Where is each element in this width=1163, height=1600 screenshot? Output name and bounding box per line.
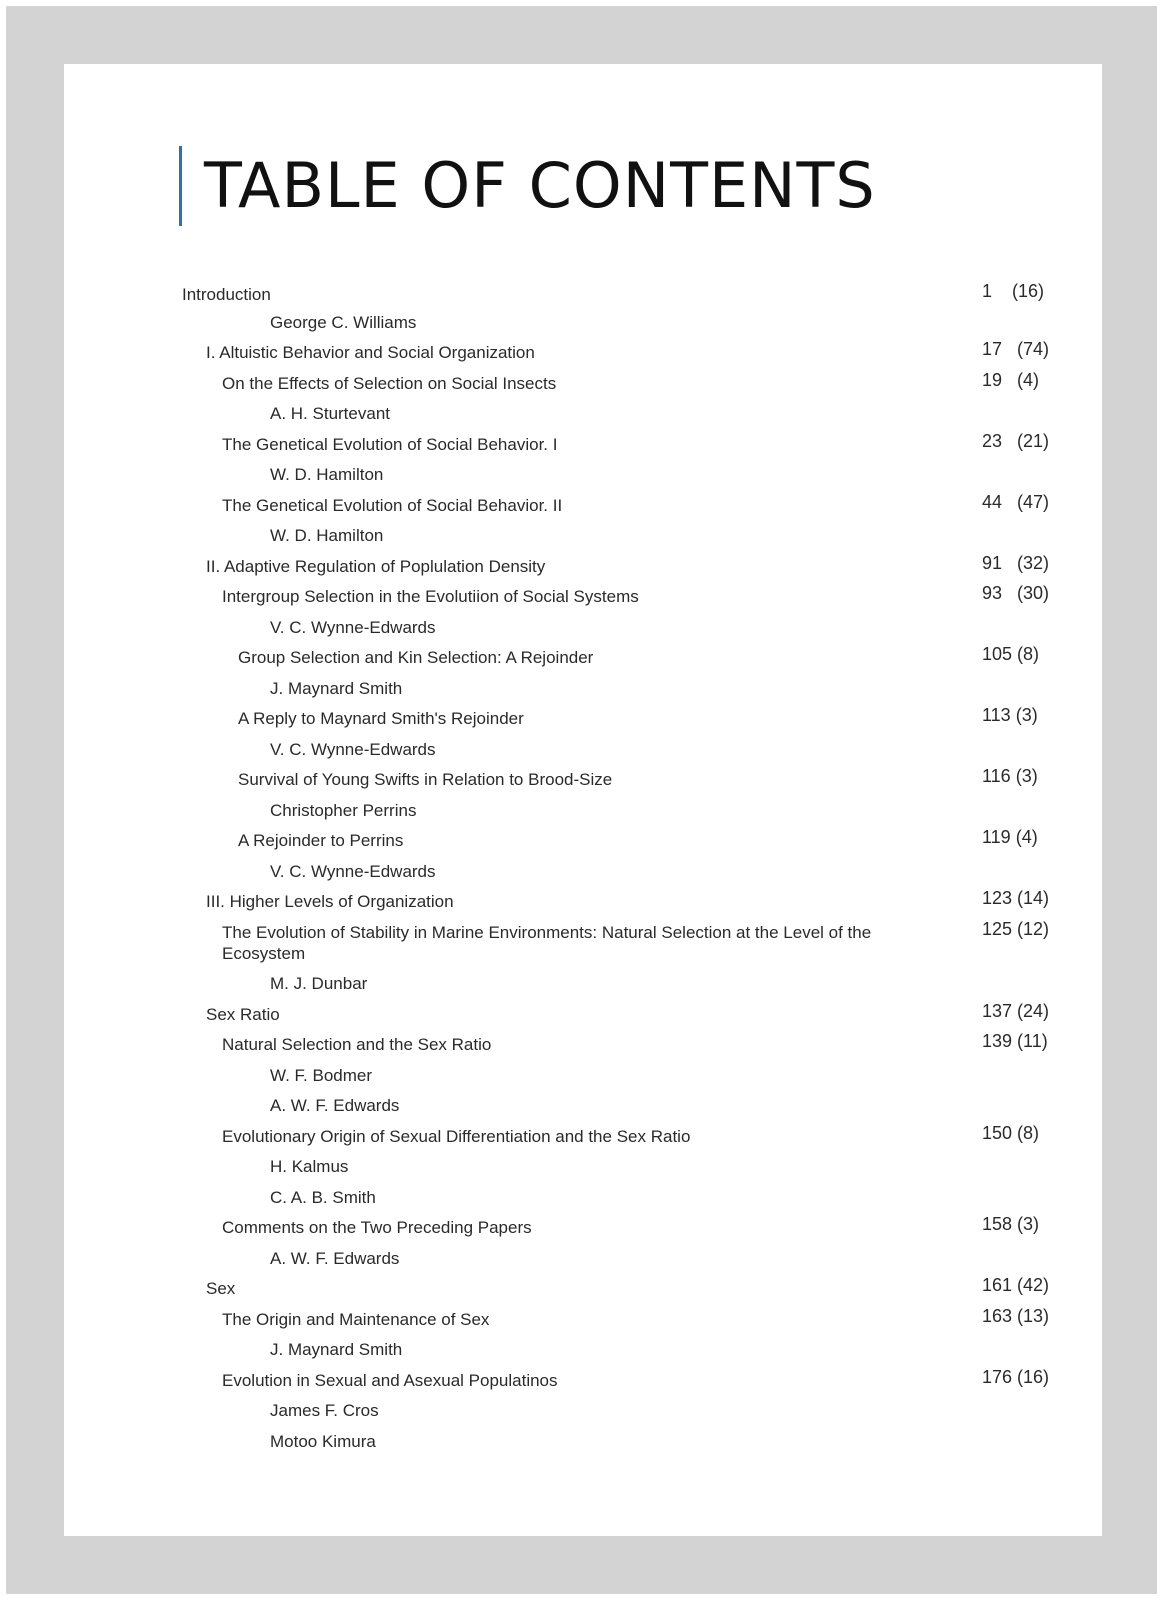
toc-page-numbers: 105 (8) <box>982 644 1040 664</box>
toc-entry-title: The Genetical Evolution of Social Behavior. I <box>222 435 558 454</box>
toc-entry-title: III. Higher Levels of Organization <box>206 892 454 911</box>
toc-author-name: V. C. Wynne-Edwards <box>270 862 436 881</box>
toc-author-name: J. Maynard Smith <box>270 679 403 698</box>
toc-author-name: W. D. Hamilton <box>270 526 384 545</box>
toc-page-numbers: 23 (21) <box>982 431 1050 451</box>
toc-entry-title: Intergroup Selection in the Evolutiion of Social Systems <box>222 587 639 606</box>
toc-author-name: J. Maynard Smith <box>270 1340 403 1359</box>
toc-page-numbers: 17 (74) <box>982 339 1050 359</box>
toc-author-name: Motoo Kimura <box>270 1432 376 1451</box>
toc-author-name: W. F. Bodmer <box>270 1066 373 1085</box>
toc-page-numbers: 158 (3) <box>982 1214 1040 1234</box>
toc-author-name: Christopher Perrins <box>270 801 417 820</box>
toc-entry-title: The Evolution of Stability in Marine Environments: Natural Selection at the Level of the Ecosystem <box>222 923 872 963</box>
toc-page-numbers: 19 (4) <box>982 370 1040 390</box>
toc-page-numbers: 113 (3) <box>982 705 1038 725</box>
toc-entry-title: Introduction <box>182 285 271 304</box>
toc-entry-title: Sex Ratio <box>206 1005 280 1024</box>
toc-entry-title: II. Adaptive Regulation of Poplulation Density <box>206 557 546 576</box>
toc-entry-title: A Reply to Maynard Smith's Rejoinder <box>238 709 524 728</box>
toc-page-numbers: 139 (11) <box>982 1031 1048 1051</box>
toc-author-name: A. H. Sturtevant <box>270 404 390 423</box>
toc-author-name: George C. Williams <box>270 313 417 332</box>
toc-page-numbers: 137 (24) <box>982 1001 1050 1021</box>
toc-author-name: V. C. Wynne-Edwards <box>270 618 436 637</box>
toc-entry-title: A Rejoinder to Perrins <box>238 831 404 850</box>
document-page <box>64 64 1102 1536</box>
toc-entry-title: Comments on the Two Preceding Papers <box>222 1218 532 1237</box>
toc-page-numbers: 123 (14) <box>982 888 1050 908</box>
toc-page-numbers: 91 (32) <box>982 553 1050 573</box>
toc-author-name: C. A. B. Smith <box>270 1188 376 1207</box>
toc-page-numbers: 116 (3) <box>982 766 1038 786</box>
toc-entry-title: The Origin and Maintenance of Sex <box>222 1310 490 1329</box>
toc-author-name: M. J. Dunbar <box>270 974 368 993</box>
toc-page-numbers: 163 (13) <box>982 1306 1050 1326</box>
toc-page-numbers: 161 (42) <box>982 1275 1050 1295</box>
toc-entry-title: Group Selection and Kin Selection: A Rejoinder <box>238 648 594 667</box>
toc-page-numbers: 150 (8) <box>982 1123 1040 1143</box>
toc-author-name: A. W. F. Edwards <box>270 1096 400 1115</box>
toc-page-numbers: 119 (4) <box>982 827 1038 847</box>
page-title: TABLE OF CONTENTS <box>204 149 876 222</box>
toc-entry-title: Evolutionary Origin of Sexual Differentiation and the Sex Ratio <box>222 1127 691 1146</box>
toc-page-numbers: 125 (12) <box>982 919 1050 939</box>
toc-author-name: W. D. Hamilton <box>270 465 384 484</box>
toc-entry-title: On the Effects of Selection on Social Insects <box>222 374 557 393</box>
title-accent-bar <box>179 146 182 226</box>
toc-entry-title: Sex <box>206 1279 236 1298</box>
toc-entry-title: Evolution in Sexual and Asexual Populatinos <box>222 1371 558 1390</box>
toc-author-name: V. C. Wynne-Edwards <box>270 740 436 759</box>
toc-page-numbers: 176 (16) <box>982 1367 1050 1387</box>
toc-entry-title: The Genetical Evolution of Social Behavior. II <box>222 496 563 515</box>
toc-entry-title: Survival of Young Swifts in Relation to Brood-Size <box>238 770 613 789</box>
toc-author-name: H. Kalmus <box>270 1157 349 1176</box>
page-frame <box>6 6 1157 1594</box>
toc-list <box>182 281 1050 1451</box>
toc-entry-title: I. Altuistic Behavior and Social Organization <box>206 343 535 362</box>
toc-page-numbers: 93 (30) <box>982 583 1050 603</box>
toc-page-numbers: 1 (16) <box>982 281 1045 301</box>
toc-author-name: James F. Cros <box>270 1401 379 1420</box>
toc-page-numbers: 44 (47) <box>982 492 1050 512</box>
toc-author-name: A. W. F. Edwards <box>270 1249 400 1268</box>
toc-entry-title: Natural Selection and the Sex Ratio <box>222 1035 492 1054</box>
